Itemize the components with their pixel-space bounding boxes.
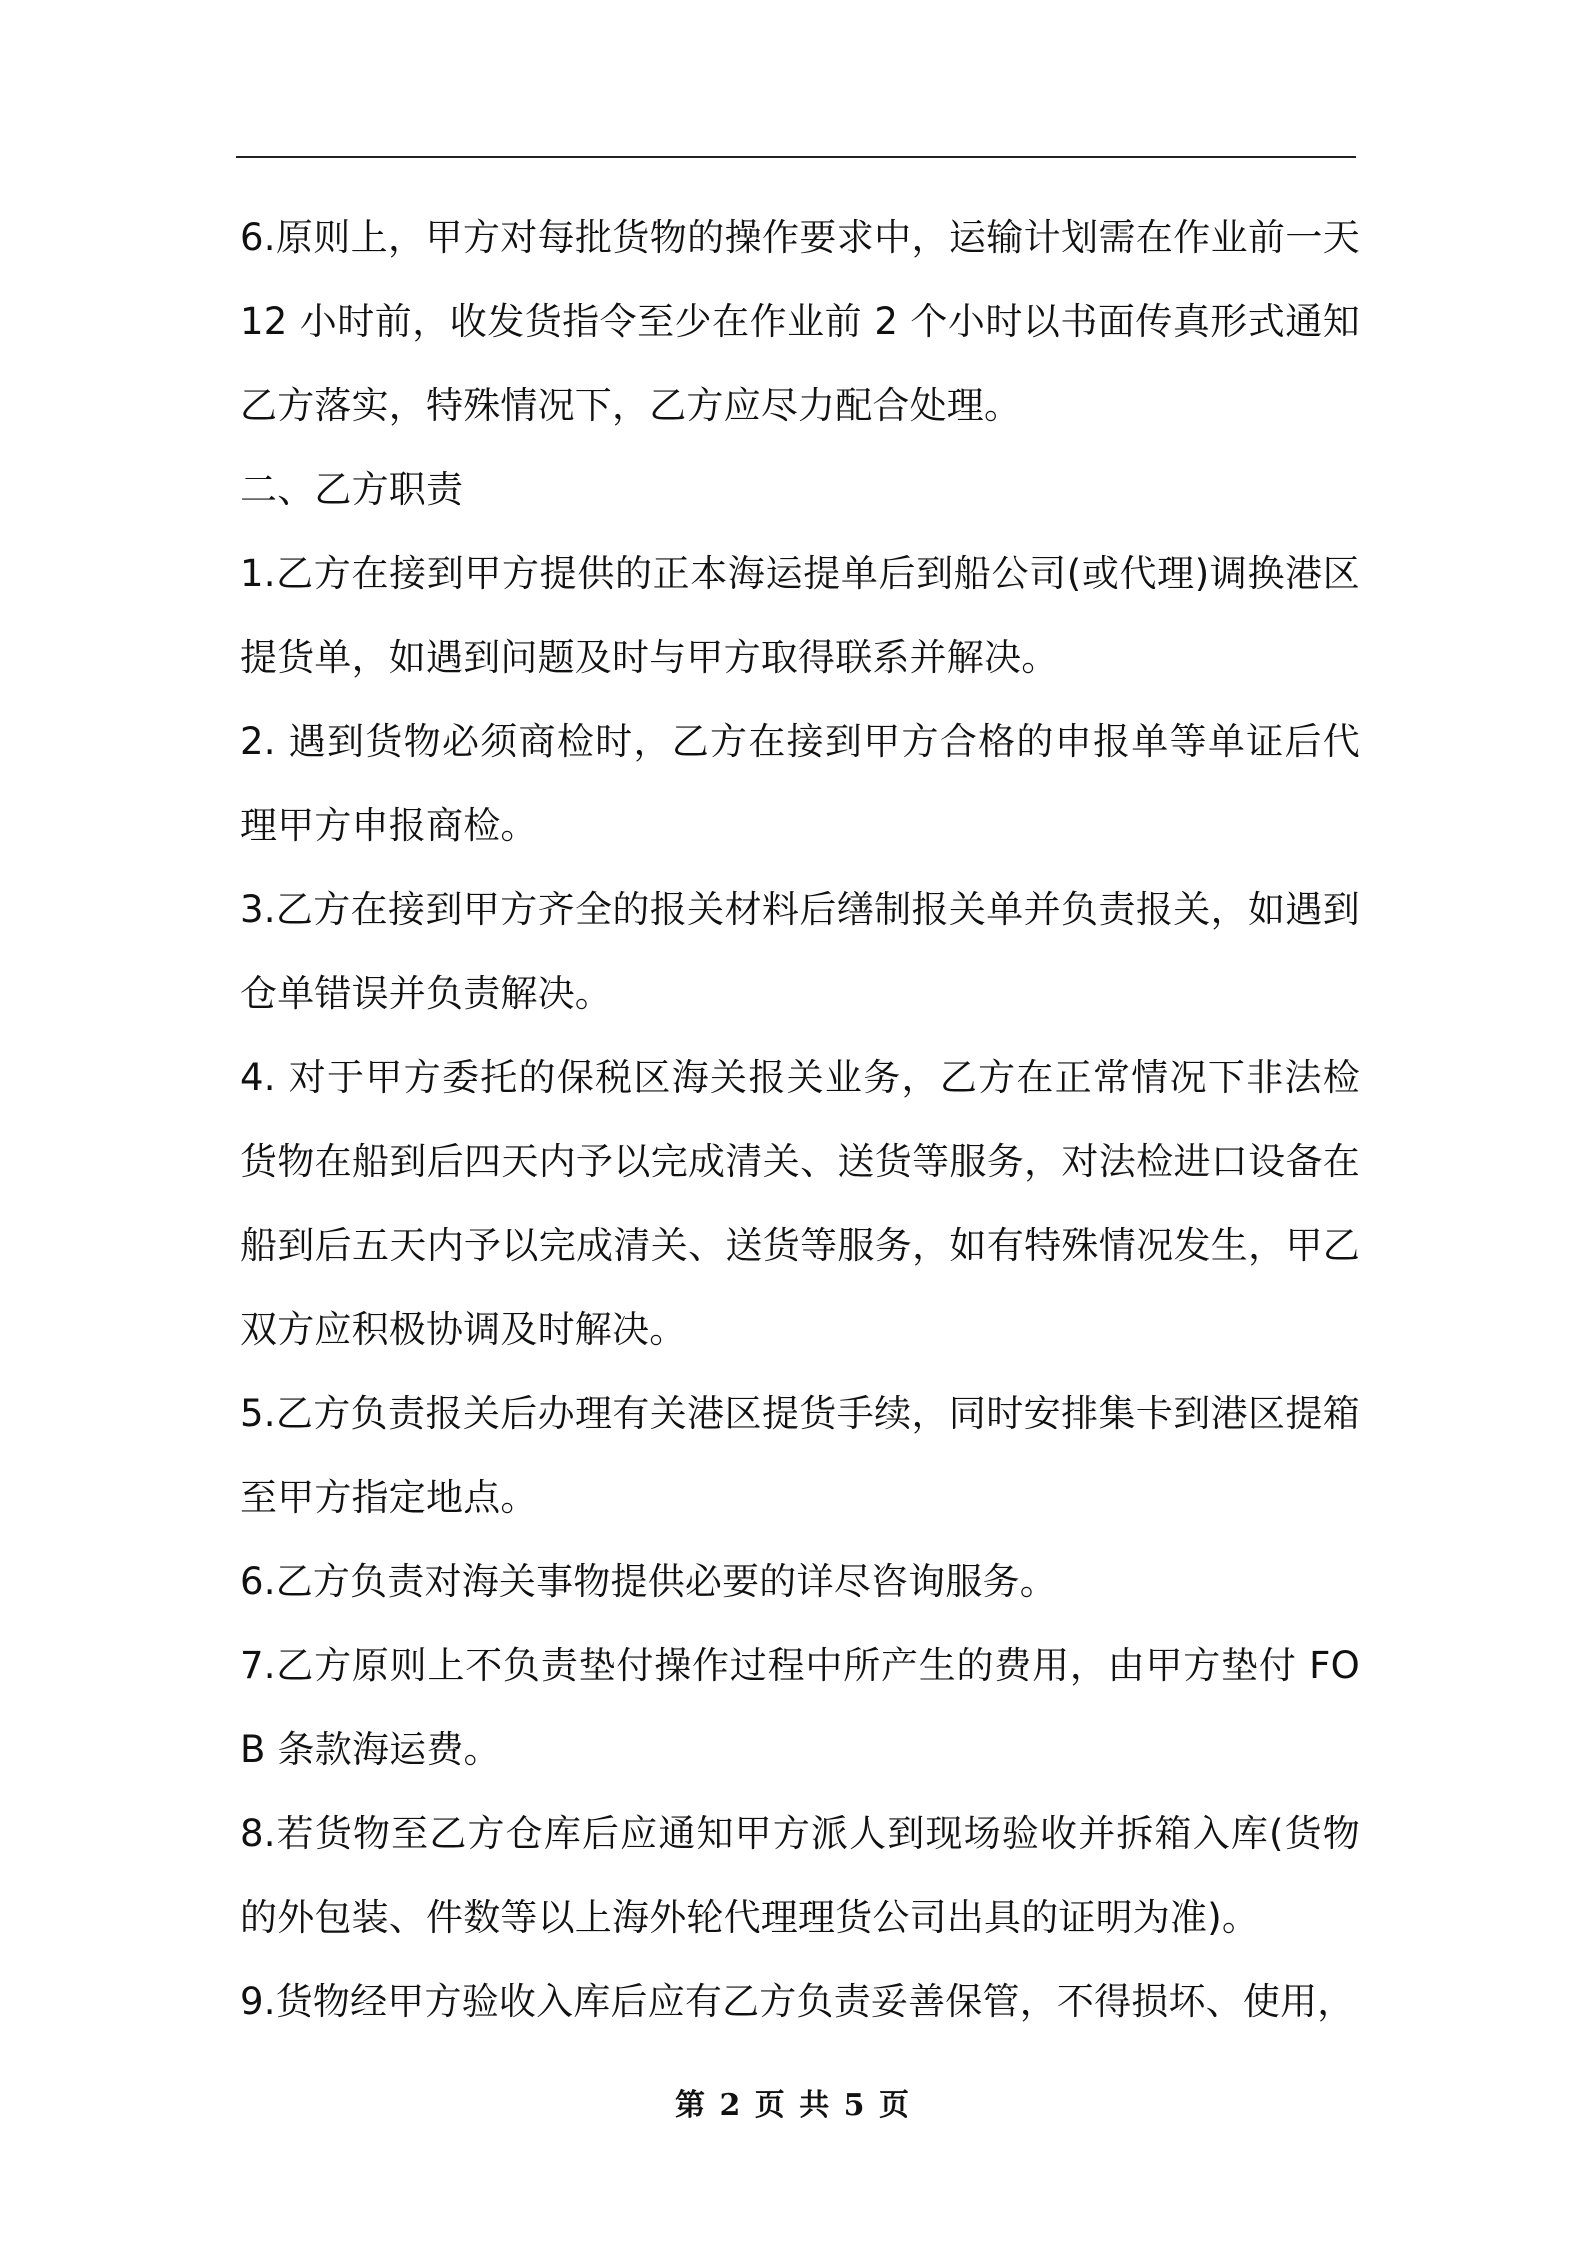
page-number: 第 2 页 共 5 页 — [675, 2088, 911, 2123]
document-body — [240, 196, 1360, 2044]
clause-2-inspection: 2. 遇到货物必须商检时，乙方在接到甲方合格的申报单等单证后代理甲方申报商检。 — [240, 720, 1360, 847]
clause-7-fees: 7.乙方原则上不负责垫付操作过程中所产生的费用，由甲方垫付 FOB 条款海运费。 — [240, 1644, 1360, 1771]
section-heading-party-b-duties: 二、乙方职责 — [240, 468, 464, 511]
clause-3-customs-declaration: 3.乙方在接到甲方齐全的报关材料后缮制报关单并负责报关，如遇到仓单错误并负责解决。 — [240, 888, 1360, 1015]
clause-5-pickup: 5.乙方负责报关后办理有关港区提货手续，同时安排集卡到港区提箱至甲方指定地点。 — [240, 1392, 1360, 1519]
clause-1-bill-of-lading: 1.乙方在接到甲方提供的正本海运提单后到船公司(或代理)调换港区提货单，如遇到问题及时与甲方取得联系并解决。 — [240, 552, 1360, 679]
clause-6-consulting: 6.乙方负责对海关事物提供必要的详尽咨询服务。 — [240, 1560, 1057, 1603]
clause-9-storage: 9.货物经甲方验收入库后应有乙方负责妥善保管，不得损坏、使用， — [240, 1980, 1355, 2023]
clause-6-schedule: 6.原则上，甲方对每批货物的操作要求中，运输计划需在作业前一天12 小时前，收发货指令至少在作业前 2 个小时以书面传真形式通知乙方落实，特殊情况下，乙方应尽力配合处理。 — [240, 216, 1360, 427]
clause-8-warehouse: 8.若货物至乙方仓库后应通知甲方派人到现场验收并拆箱入库(货物的外包装、件数等以上海外轮代理理货公司出具的证明为准)。 — [240, 1812, 1360, 1939]
clause-4-bonded-zone: 4. 对于甲方委托的保税区海关报关业务，乙方在正常情况下非法检货物在船到后四天内予以完成清关、送货等服务，对法检进口设备在船到后五天内予以完成清关、送货等服务，如有特殊情况发生，甲乙双方应积极协调及时解决。 — [240, 1056, 1360, 1351]
header-rule — [236, 156, 1356, 158]
